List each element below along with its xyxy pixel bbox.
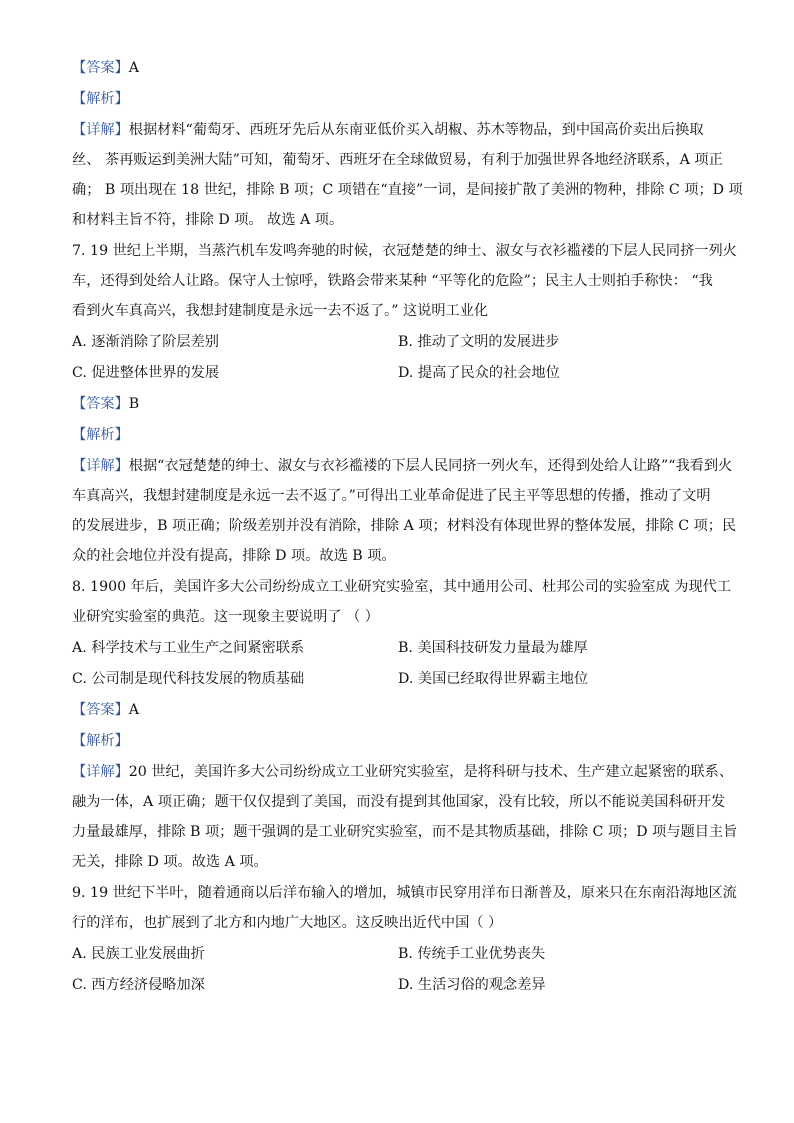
text-line: 9. 19 世纪下半叶，随着通商以后洋布输入的增加，城镇市民穿用洋布日渐普及，原来只在东南沿海地区流 <box>72 885 737 901</box>
paragraph <box>72 883 737 934</box>
analysis-label <box>72 731 724 752</box>
choice-option: C. 公司制是现代科技发展的物质基础 <box>72 671 305 687</box>
detail-marker: 【详解】 <box>72 122 129 138</box>
option-row <box>72 332 724 353</box>
choice-option: D. 提高了民众的社会地位 <box>398 365 560 381</box>
section-marker: 【解析】 <box>72 427 129 443</box>
text-line: 行的洋布，也扩展到了北方和内地广大地区。这反映出近代中国（ ） <box>72 915 503 931</box>
detail-text: 根据材料“葡萄牙、西班牙先后从东南亚低价买入胡椒、苏木等物品，到中国高价卖出后换取 <box>128 122 704 138</box>
answer-label <box>72 700 724 721</box>
section-marker: 【答案】 <box>72 396 129 412</box>
text-line: 和材料主旨不符，排除 D 项。 故选 A 项。 <box>72 212 344 228</box>
text-line: 众的社会地位并没有提高，排除 D 项。故选 B 项。 <box>72 548 396 564</box>
answer-value: A <box>128 60 140 76</box>
paragraph <box>72 762 738 873</box>
section-marker: 【答案】 <box>72 60 129 76</box>
choice-option: C. 促进整体世界的发展 <box>72 365 220 381</box>
detail-marker: 【详解】 <box>72 458 129 474</box>
choice-option: C. 西方经济侵略加深 <box>72 977 205 993</box>
text-line: 丝、 茶再贩运到美洲大陆”可知，葡萄牙、西班牙在全球做贸易，有利于加强世界各地经济联系，A 项正 <box>72 152 723 168</box>
text-line <box>72 120 724 141</box>
text-line: 车真高兴，我想封建制度是永远一去不返了。”可得出工业革命促进了民主平等思想的传播，推动了文明 <box>72 488 711 504</box>
document-page <box>72 58 743 1006</box>
text-line: 融为一体，A 项正确；题干仅仅提到了美国，而没有提到其他国家，没有比较，所以不能说美国科研开发 <box>72 794 726 810</box>
choice-option: A. 逐渐消除了阶层差别 <box>72 334 219 350</box>
section-marker: 【答案】 <box>72 702 129 718</box>
choice-option: B. 美国科技研发力量最为雄厚 <box>398 640 588 656</box>
detail-marker: 【详解】 <box>72 764 129 780</box>
answer-value: B <box>128 396 140 412</box>
text-line: 确； B 项出现在 18 世纪，排除 B 项；C 项错在“直接”一词，是间接扩散了美洲的物种，排除 C 项；D 项 <box>72 182 743 198</box>
choice-option: D. 生活习俗的观念差异 <box>398 977 546 993</box>
paragraph <box>72 241 737 322</box>
choice-option: B. 传统手工业优势丧失 <box>398 946 546 962</box>
choice-option: A. 民族工业发展曲折 <box>72 946 205 962</box>
detail-text: 20 世纪，美国许多大公司纷纷成立工业研究实验室，是将科研与技术、生产建立起紧密的联系、 <box>128 764 734 780</box>
answer-label <box>72 394 724 415</box>
choice-option: B. 推动了文明的发展进步 <box>398 334 560 350</box>
option-row <box>72 975 724 996</box>
answer-value: A <box>128 702 140 718</box>
text-line: 的发展进步，B 项正确；阶级差别并没有消除，排除 A 项；材料没有体现世界的整体发展，排除 C 项；民 <box>72 518 737 534</box>
text-line: 力量最雄厚，排除 B 项；题干强调的是工业研究实验室，而不是其物质基础，排除 C 项；D 项与题目主旨 <box>72 824 738 840</box>
text-line <box>72 762 734 783</box>
text-line: 无关，排除 D 项。故选 A 项。 <box>72 854 268 870</box>
detail-text: 根据“衣冠楚楚的绅士、淑女与衣衫褴褛的下层人民同挤一列火车，还得到处给人让路”“我看到火 <box>128 458 733 474</box>
section-marker: 【解析】 <box>72 91 129 107</box>
text-line: 看到火车真高兴，我想封建制度是永远一去不返了。” 这说明工业化 <box>72 303 489 319</box>
text-line: 7. 19 世纪上半期，当蒸汽机车发鸣奔驰的时候，衣冠楚楚的绅士、淑女与衣衫褴褛的下层人民同挤一列火 <box>72 243 737 259</box>
answer-label <box>72 58 724 79</box>
analysis-label <box>72 425 724 446</box>
text-line: 8. 1900 年后，美国许多大公司纷纷成立工业研究实验室，其中通用公司、杜邦公司的实验室成 为现代工 <box>72 579 732 595</box>
text-line: 业研究实验室的典范。这一现象主要说明了 （ ） <box>72 609 379 625</box>
text-line: 车，还得到处给人让路。保守人士惊呼，铁路会带来某种 “平等化的危险”；民主人士则拍手称快： “我 <box>72 273 713 289</box>
text-line <box>72 456 733 477</box>
paragraph <box>72 456 737 567</box>
paragraph <box>72 120 743 231</box>
option-row <box>72 363 724 384</box>
option-row <box>72 669 724 690</box>
analysis-label <box>72 89 724 110</box>
choice-option: D. 美国已经取得世界霸主地位 <box>398 671 589 687</box>
choice-option: A. 科学技术与工业生产之间紧密联系 <box>72 640 305 656</box>
paragraph <box>72 577 732 628</box>
option-row <box>72 944 724 965</box>
option-row <box>72 638 724 659</box>
section-marker: 【解析】 <box>72 733 129 749</box>
